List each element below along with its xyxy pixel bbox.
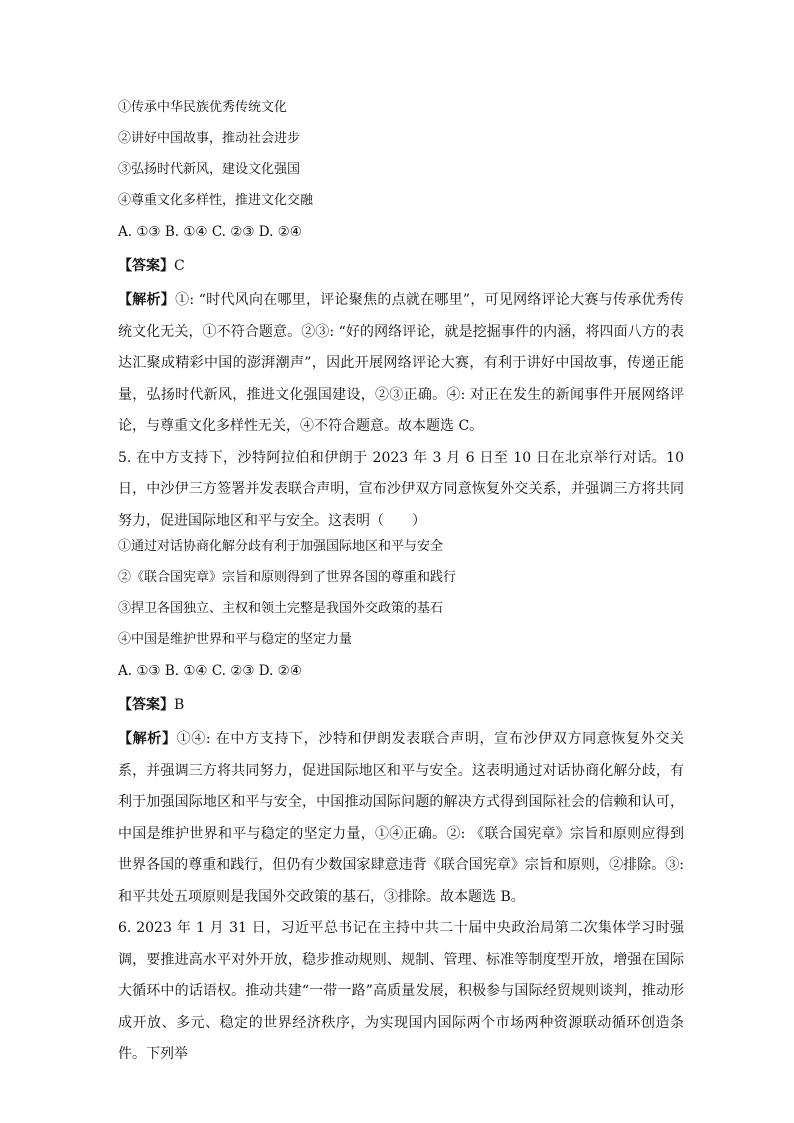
q4-analysis	[118, 285, 684, 443]
q5-option-2: ②《联合国宪章》宗旨和原则得到了世界各国的尊重和践行	[118, 570, 457, 585]
q5-analysis	[118, 724, 684, 913]
q4-analysis-tag: 【解析】	[118, 292, 176, 308]
q5-answer-value: B	[174, 697, 185, 713]
question-5-stem: 5. 在中方支持下，沙特阿拉伯和伊朗于 2023 年 3 月 6 日至 10 日在北京举行对话。10 日，中沙伊三方签署并发表联合声明，宣布沙伊双方同意恢复外交关系，并强调三方将共同努力，促进国际地区和平与安全。这表明（ ）	[118, 449, 684, 529]
q4-answer	[118, 255, 684, 285]
q4-answer-tag: 【答案】	[118, 258, 174, 274]
q5-analysis-text: ①④: 在中方支持下，沙特和伊朗发表联合声明，宣布沙伊双方同意恢复外交关系，并强调三方将共同努力，促进国际地区和平与安全。这表明通过对话协商化解分歧，有利于加强国际地区和平与安全，中国推动国际问题的解决方式得到国际社会的信赖和认可，中国是维护世界和平与稳定的坚定力量，①④正确。②: 《联合国宪章》宗旨和原则应得到世界各国的尊重和践行，但仍有少数国家肆意违背《联合国宪章》宗旨和原则，②排除。③: 和平共处五项原则是我国外交政策的基石，③排除。故本题选 B。	[118, 731, 685, 905]
question-5-options	[118, 539, 684, 663]
q4-answer-value: C	[174, 258, 185, 274]
q4-analysis-text: ①: “时代风向在哪里，评论聚焦的点就在哪里”，可见网络评论大赛与传承优秀传统文化无关，①不符合题意。②③: “好的网络评论，就是挖掘事件的内涵，将四面八方的表达汇聚成精彩中国的澎湃潮声”，因此开展网络评论大赛，有利于讲好中国故事，传递正能量，弘扬时代新风，推进文化强国建设，②③正确。④: 对正在发生的新闻事件开展网络评论，与尊重文化多样性无关，④不符合题意。故本题选 C。	[118, 292, 685, 434]
q5-answer-tag: 【答案】	[118, 697, 174, 713]
q4-option-2: ②讲好中国故事，推动社会进步	[118, 131, 301, 146]
q5-answer	[118, 694, 684, 724]
q4-option-3: ③弘扬时代新风，建设文化强国	[118, 162, 301, 177]
q4-option-1: ①传承中华民族优秀传统文化	[118, 100, 288, 115]
question-4-options	[118, 100, 684, 224]
q4-choices: A. ①③ B. ①④ C. ②③ D. ②④	[118, 224, 302, 240]
q5-analysis-tag: 【解析】	[118, 731, 177, 747]
q5-option-1: ①通过对话协商化解分歧有利于加强国际地区和平与安全	[118, 539, 444, 554]
q4-option-4: ④尊重文化多样性，推进文化交融	[118, 193, 314, 208]
q5-option-3: ③捍卫各国独立、主权和领土完整是我国外交政策的基石	[118, 601, 444, 616]
document-page	[118, 100, 684, 1071]
question-6-stem: 6. 2023 年 1 月 31 日，习近平总书记在主持中共二十届中央政治局第二次集体学习时强调，要推进高水平对外开放，稳步推动规则、规制、管理、标准等制度型开放，增强在国际大循环中的话语权。推动共建“一带一路”高质量发展，积极参与国际经贸规则谈判，推动形成开放、多元、稳定的世界经济秩序，为实现国内国际两个市场两种资源联动循环创造条件。下列举	[118, 920, 684, 1062]
q5-choices: A. ①③ B. ①④ C. ②③ D. ②④	[118, 663, 302, 679]
q5-option-4: ④中国是维护世界和平与稳定的坚定力量	[118, 632, 353, 647]
